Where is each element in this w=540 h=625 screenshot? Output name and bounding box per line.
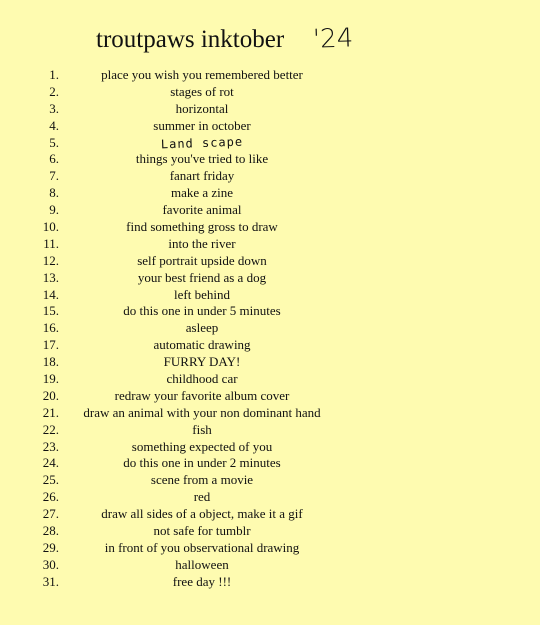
prompt-text: asleep <box>185 320 219 336</box>
list-item <box>0 135 540 152</box>
list-item <box>0 287 540 304</box>
prompt-number: 2. <box>49 83 59 99</box>
prompt-text: something expected of you <box>131 438 273 454</box>
prompt-text: in front of you observational drawing <box>104 539 300 555</box>
prompt-text: find something gross to draw <box>126 219 278 235</box>
prompt-text: place you wish you remembered better <box>101 67 303 82</box>
prompt-text: stages of rot <box>170 83 234 99</box>
list-item <box>0 185 540 202</box>
prompt-number: 11. <box>43 235 59 251</box>
prompt-number: 13. <box>42 269 59 285</box>
list-item <box>0 67 540 84</box>
list-item <box>0 219 540 236</box>
prompt-text: self portrait upside down <box>137 252 267 268</box>
prompt-number: 3. <box>49 100 59 116</box>
prompt-text: into the river <box>168 235 236 251</box>
list-item <box>0 540 540 557</box>
prompt-number: 21. <box>42 404 59 420</box>
list-item <box>0 506 540 523</box>
list-item <box>0 557 540 574</box>
prompt-number: 17. <box>42 337 59 353</box>
prompt-text: childhood car <box>166 371 238 387</box>
prompt-number: 27. <box>42 506 59 522</box>
prompt-text: draw an animal with your non dominant hand <box>83 404 321 420</box>
prompt-text: fish <box>192 421 212 437</box>
handwritten-year: '24 <box>312 23 354 55</box>
prompt-number: 25. <box>42 472 59 488</box>
list-item <box>0 253 540 270</box>
prompt-text: automatic drawing <box>153 337 251 353</box>
prompt-text: make a zine <box>170 185 234 201</box>
list-item <box>0 422 540 439</box>
prompt-text: things you've tried to like <box>135 151 269 167</box>
prompt-number: 14. <box>42 286 59 302</box>
prompt-number: 9. <box>49 202 59 218</box>
list-item <box>0 523 540 540</box>
prompt-text: favorite animal <box>162 202 242 218</box>
list-item <box>0 354 540 371</box>
prompt-text: do this one in under 2 minutes <box>123 455 281 471</box>
prompt-number: 15. <box>42 303 59 319</box>
prompt-text: not safe for tumblr <box>153 523 251 539</box>
list-item <box>0 489 540 506</box>
list-item <box>0 455 540 472</box>
prompt-number: 19. <box>42 371 59 387</box>
prompt-number: 5. <box>49 134 59 150</box>
prompt-text: do this one in under 5 minutes <box>123 303 281 319</box>
list-item <box>0 371 540 388</box>
list-item <box>0 101 540 118</box>
list-item <box>0 388 540 405</box>
prompt-text: free day !!! <box>172 573 232 589</box>
prompt-text-handwritten: Land scape <box>160 134 244 151</box>
prompt-text: fanart friday <box>169 168 235 184</box>
list-item <box>0 202 540 219</box>
prompt-number: 8. <box>49 185 59 201</box>
list-item <box>0 84 540 101</box>
list-item <box>0 270 540 287</box>
list-item <box>0 168 540 185</box>
prompt-number: 31. <box>42 573 59 589</box>
prompt-number: 7. <box>49 168 59 184</box>
list-item <box>0 320 540 337</box>
prompt-number: 10. <box>42 219 59 235</box>
list-item <box>0 151 540 168</box>
prompt-number: 20. <box>42 387 59 403</box>
prompt-text: red <box>193 489 211 505</box>
prompt-number: 29. <box>42 539 59 555</box>
prompt-text: your best friend as a dog <box>137 269 267 285</box>
prompt-number: 30. <box>42 556 59 572</box>
prompt-list <box>0 67 540 591</box>
prompt-text: draw all sides of a object, make it a gif <box>101 506 303 522</box>
list-item <box>0 337 540 354</box>
prompt-number: 22. <box>42 421 59 437</box>
prompt-number: 1. <box>49 67 59 82</box>
prompt-number: 4. <box>49 117 59 133</box>
prompt-text: horizontal <box>175 100 229 116</box>
prompt-number: 24. <box>42 455 59 471</box>
prompt-text: FURRY DAY! <box>163 354 241 370</box>
prompt-text: scene from a movie <box>150 472 254 488</box>
list-item <box>0 472 540 489</box>
prompt-number: 26. <box>42 489 59 505</box>
prompt-number: 12. <box>42 252 59 268</box>
list-item <box>0 405 540 422</box>
prompt-number: 6. <box>49 151 59 167</box>
list-item <box>0 439 540 456</box>
list-item <box>0 236 540 253</box>
list-item <box>0 574 540 591</box>
page-title: troutpaws inktober <box>96 26 285 53</box>
prompt-text: left behind <box>174 286 230 302</box>
prompt-number: 16. <box>42 320 59 336</box>
prompt-number: 28. <box>42 523 59 539</box>
prompt-number: 18. <box>42 354 59 370</box>
prompt-text: summer in october <box>153 117 251 133</box>
list-item <box>0 118 540 135</box>
prompt-number: 23. <box>42 438 59 454</box>
prompt-text: halloween <box>175 556 229 572</box>
list-item <box>0 303 540 320</box>
prompt-text: redraw your favorite album cover <box>114 387 290 403</box>
